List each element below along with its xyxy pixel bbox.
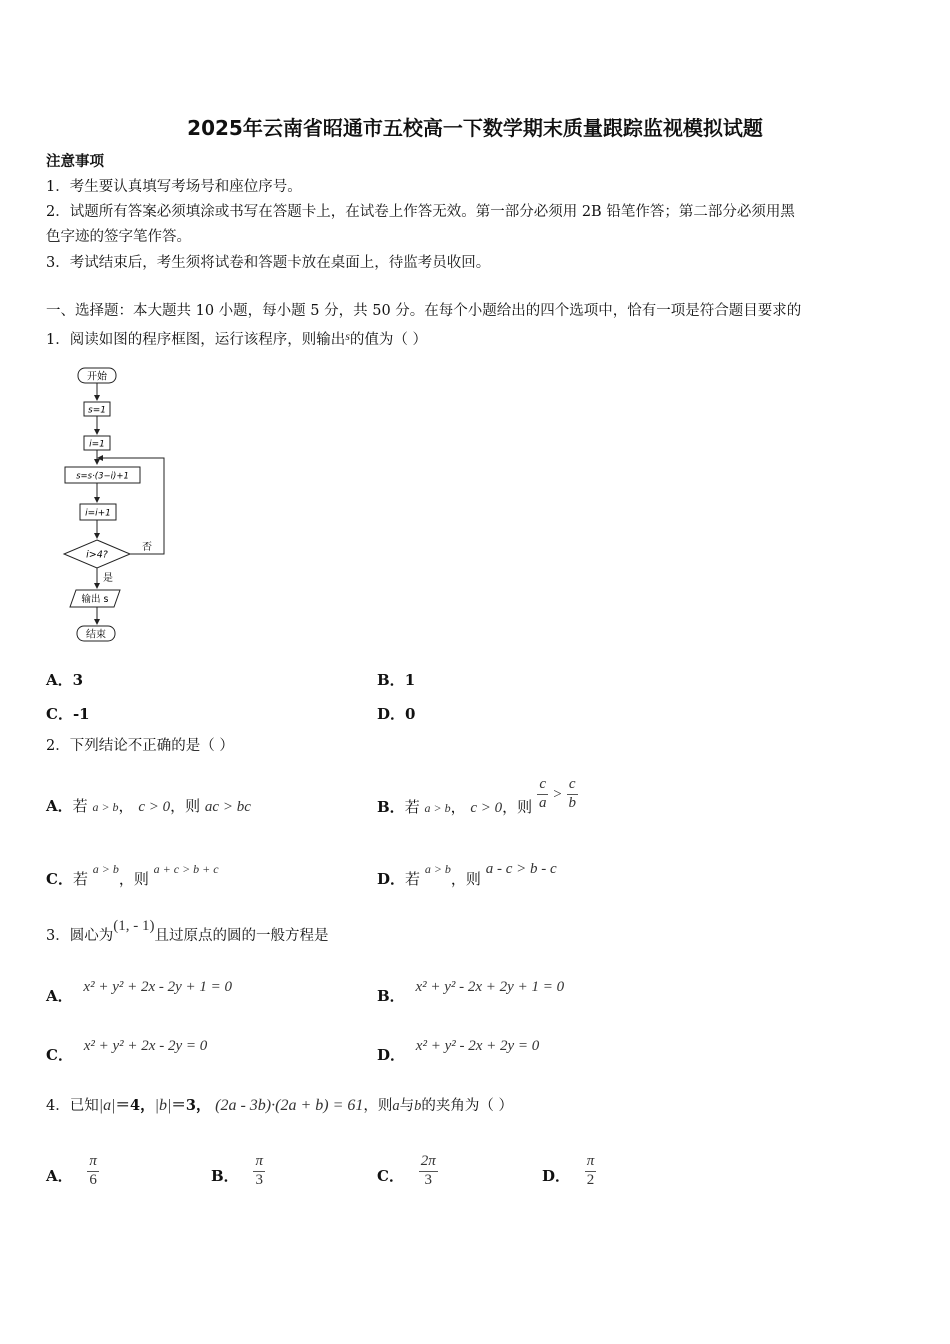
flow-start-label: 开始 <box>87 371 107 383</box>
q1-option-b-text: 1 <box>404 671 416 689</box>
flow-output-label: 输出 s <box>81 594 109 605</box>
q4-option-c-letter: C． <box>377 1167 404 1186</box>
q3-stem-before: 3．圆心为 <box>46 928 114 944</box>
q4-option-a-letter: A． <box>46 1167 73 1186</box>
notice-item-1: 1．考生要认真填写考场号和座位序号。 <box>46 179 302 195</box>
q2-b-gt: > <box>553 786 562 803</box>
q4-option-d-letter: D． <box>542 1167 571 1186</box>
q3-option-b[interactable] <box>377 975 565 1005</box>
flow-init-i-label: i=1 <box>89 439 105 450</box>
q4-b-num: π <box>255 1153 263 1169</box>
q4-yu: 与 <box>399 1098 415 1114</box>
page-title: 2025年云南省昭通市五校高一下数学期末质量跟踪监视模拟试题 <box>187 116 763 140</box>
q4-a-den: 6 <box>87 1171 99 1189</box>
notice-item-3: 3．考试结束后，考生须将试卷和答题卡放在桌面上，待监考员收回。 <box>46 255 491 271</box>
q2-b-fraction-right <box>567 777 579 812</box>
q2-option-b-letter: B． <box>377 798 405 816</box>
flow-yes-label: 是 <box>103 573 113 584</box>
q4-option-b[interactable] <box>211 1154 265 1189</box>
q1-option-c[interactable] <box>46 703 90 724</box>
q2-b-ruo: 若 <box>404 798 420 816</box>
q3-option-b-letter: B． <box>377 987 405 1005</box>
q2-b-num2: c <box>568 776 576 793</box>
q4-option-a-fraction <box>87 1154 99 1189</box>
q2-a-cond1: a > b <box>92 800 119 814</box>
q4-b-den: 3 <box>253 1171 265 1189</box>
q4-vector-a: a <box>392 1098 400 1114</box>
q2-option-d-letter: D． <box>377 870 406 888</box>
q3-stem-after: 且过原点的圆的一般方程是 <box>154 928 329 944</box>
q2-b-sep: ， <box>450 798 466 816</box>
q1-option-b-letter: B． <box>377 671 405 689</box>
q4-option-b-fraction <box>253 1154 265 1189</box>
q4-stem-after: 的夹角为（ ） <box>421 1098 513 1114</box>
q4-d-den: 2 <box>585 1171 597 1189</box>
q2-option-c-letter: C． <box>46 870 73 888</box>
q1-option-a[interactable] <box>46 669 83 690</box>
question-2-stem: 2．下列结论不正确的是（ ） <box>46 738 234 754</box>
q2-b-num1: c <box>539 776 547 793</box>
q2-c-ruo: 若 <box>72 870 88 888</box>
q4-option-c[interactable] <box>377 1154 438 1189</box>
q2-d-ze: ，则 <box>450 870 481 888</box>
q1-option-a-text: 3 <box>72 671 84 689</box>
q2-b-fraction-left <box>537 777 549 812</box>
notice-item-2: 2．试题所有答案必须填涂或书写在答题卡上，在试卷上作答无效。第一部分必须用 2B 铅笔作答；第二部分必须用黑 <box>46 204 795 220</box>
q4-eq1: ＝4， <box>115 1097 155 1114</box>
q3-center: (1, - 1) <box>113 918 155 934</box>
q2-option-c[interactable] <box>46 857 219 888</box>
q1-stem-var: s <box>345 329 350 343</box>
q4-option-d[interactable] <box>542 1154 596 1189</box>
q3-option-a-equation: x² + y² + 2x - 2y + 1 = 0 <box>83 979 233 995</box>
q3-option-a-letter: A． <box>46 987 73 1005</box>
q4-option-d-fraction <box>585 1154 597 1189</box>
notice-heading: 注意事项 <box>46 153 104 170</box>
q2-c-ze: ，则 <box>118 870 149 888</box>
q2-b-den2: b <box>568 795 576 811</box>
q4-option-b-letter: B． <box>211 1167 239 1186</box>
q2-option-a[interactable] <box>46 795 251 816</box>
q3-option-c[interactable] <box>46 1034 208 1064</box>
q2-a-ruo: 若 <box>72 797 88 815</box>
q3-option-b-equation: x² + y² - 2x + 2y + 1 = 0 <box>415 979 565 995</box>
flow-end-label: 结束 <box>86 629 106 641</box>
flow-init-s-label: s=1 <box>88 405 106 416</box>
q3-option-c-letter: C． <box>46 1046 73 1064</box>
program-flowchart <box>58 360 188 655</box>
q1-option-a-letter: A． <box>46 671 73 689</box>
section-heading: 一、选择题：本大题共 10 小题，每小题 5 分，共 50 分。在每个小题给出的四个选项中，恰有一项是符合题目要求的 <box>46 303 802 319</box>
q2-c-cond: a > b <box>92 862 119 876</box>
q4-c-num: 2π <box>420 1153 436 1169</box>
question-4-stem <box>46 1096 513 1116</box>
q2-option-b[interactable] <box>377 772 578 817</box>
q1-option-c-letter: C． <box>46 705 73 723</box>
q1-option-d-text: 0 <box>405 705 416 723</box>
q2-b-cond1: a > b <box>424 801 451 815</box>
q1-option-b[interactable] <box>377 669 415 690</box>
q4-a-num: π <box>89 1153 97 1169</box>
q1-stem-before: 1．阅读如图的程序框图，运行该程序，则输出 <box>46 332 346 348</box>
q2-d-conclusion: a - c > b - c <box>485 861 557 877</box>
q4-option-c-fraction <box>419 1154 438 1189</box>
q3-option-a[interactable] <box>46 975 233 1005</box>
q4-dot-product-equation: (2a - 3b)·(2a + b) = 61 <box>215 1097 364 1114</box>
q4-mid: ，则 <box>363 1098 393 1114</box>
q2-d-cond: a > b <box>424 862 451 876</box>
question-1-stem <box>46 326 427 350</box>
q3-option-d-equation: x² + y² - 2x + 2y = 0 <box>415 1038 540 1054</box>
q3-option-d[interactable] <box>377 1034 540 1064</box>
flow-update-s-label: s=s·(3−i)+1 <box>76 471 129 482</box>
q2-a-sep: ， <box>118 797 134 815</box>
q4-c-den: 3 <box>419 1171 438 1189</box>
q2-a-conclusion: ac > bc <box>204 799 251 815</box>
q2-b-den1: a <box>538 795 547 811</box>
q3-option-c-equation: x² + y² + 2x - 2y = 0 <box>83 1038 208 1054</box>
q2-c-conclusion: a + c > b + c <box>153 862 219 876</box>
q2-a-ze: ，则 <box>170 797 201 815</box>
q4-stem-before: 4．已知 <box>46 1098 99 1114</box>
q2-b-cond2: c > 0 <box>470 800 503 816</box>
q4-option-a[interactable] <box>46 1154 99 1189</box>
q2-d-ruo: 若 <box>405 870 421 888</box>
q2-b-ze: ，则 <box>502 798 533 816</box>
q4-d-num: π <box>586 1153 595 1169</box>
question-3-stem <box>46 916 329 944</box>
q2-a-cond2: c > 0 <box>138 799 171 815</box>
q4-abs-a: |a| <box>98 1097 116 1114</box>
q2-option-d[interactable] <box>377 857 557 888</box>
q4-abs-b: |b| <box>154 1097 172 1114</box>
q1-option-d-letter: D． <box>377 705 406 723</box>
q1-option-c-text: -1 <box>72 705 90 723</box>
flow-update-i-label: i=i+1 <box>85 508 111 519</box>
q1-option-d[interactable] <box>377 703 415 724</box>
notice-item-2-cont: 色字迹的签字笔作答。 <box>46 229 191 245</box>
q4-vector-b: b <box>414 1098 422 1114</box>
flow-decision-label: i>4? <box>86 549 108 561</box>
q1-stem-after: 的值为（ ） <box>349 332 428 348</box>
q2-option-a-letter: A． <box>46 797 73 815</box>
flow-no-label: 否 <box>142 542 152 553</box>
q3-option-d-letter: D． <box>377 1046 406 1064</box>
q4-eq2: ＝3， <box>171 1097 211 1114</box>
